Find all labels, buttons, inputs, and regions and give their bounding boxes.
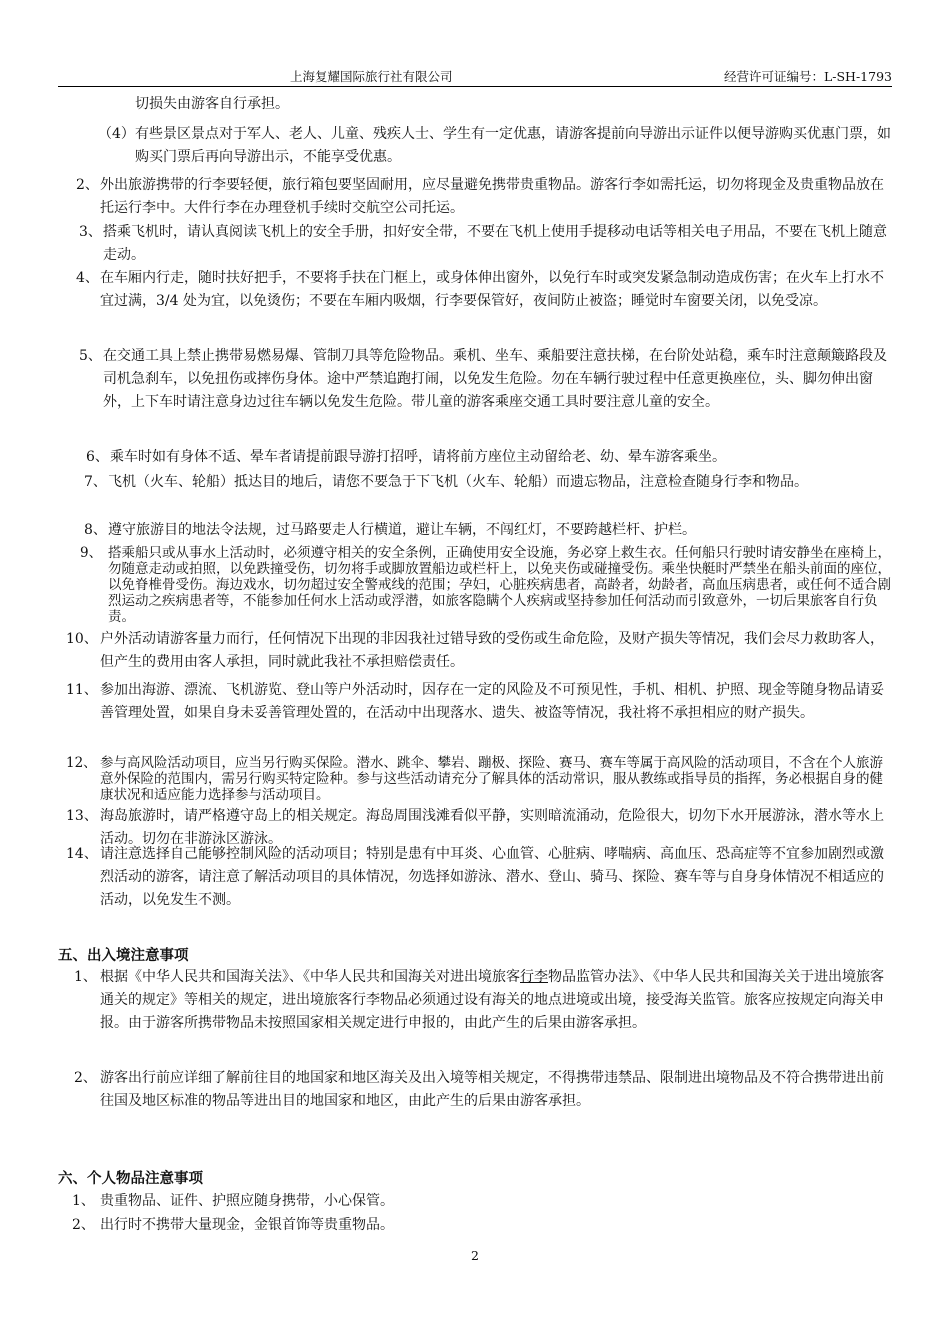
item-number: 2、 <box>72 1217 95 1233</box>
item-number: 2、 <box>76 177 99 193</box>
item-text: 有些景区景点对于军人、老人、儿童、残疾人士、学生有一定优惠，请游客提前向导游出示证件以便导游购买优惠门票，如购买门票后再向导游出示，不能享受优惠。 <box>135 126 891 165</box>
item-number: 10、 <box>66 631 98 647</box>
section-6-item-2: 2、 出行时不携带大量现金，金银首饰等贵重物品。 <box>100 1214 896 1237</box>
item-number: 1、 <box>74 969 97 985</box>
list-item <box>66 843 896 912</box>
company-name: 上海复耀国际旅行社有限公司 <box>290 69 453 84</box>
item-number: 3、 <box>79 224 102 240</box>
item-text: 在车厢内行走，随时扶好把手，不要将手扶在门框上，或身体伸出窗外，以免行车时或突发紧急制动造成伤害；在火车上打水不宜过满，3/4 处为宜，以免烫伤；不要在车厢内吸烟，行李要保管好，夜间防止被盗；睡觉时车窗要关闭，以免受凉。 <box>100 270 884 309</box>
item-text: 参加出海游、漂流、飞机游览、登山等户外活动时，因存在一定的风险及不可预见性，手机、相机、护照、现金等随身物品请妥善管理处置，如果自身未妥善管理处置的，在活动中出现落水、遗失、被盗等情况，我社将不承担相应的财产损失。 <box>100 682 884 721</box>
page-header <box>58 64 892 87</box>
item-text: 飞机（火车、轮船）抵达目的地后，请您不要急于下飞机（火车、轮船）而遗忘物品，注意检查随身行李和物品。 <box>108 474 808 490</box>
list-item <box>79 221 896 267</box>
item-number: 5、 <box>79 348 102 364</box>
item-number: 6、 <box>86 449 109 465</box>
list-item <box>66 679 896 725</box>
list-item <box>66 628 896 674</box>
item-number: 8、 <box>84 522 107 538</box>
section-5-item-2: 2、 游客出行前应详细了解前往目的地国家和地区海关及出入境等相关规定，不得携带违禁品、限制进出境物品及不符合携带进出前往国及地区标准的物品等进出目的地国家和地区，由此产生的后果由游客承担。 <box>100 1067 896 1113</box>
item-text: 搭乘船只或从事水上活动时，必须遵守相关的安全条例，正确使用安全设施，务必穿上救生衣。任何船只行驶时请安静坐在座椅上，勿随意走动或拍照，以免跌撞受伤，切勿将手或脚放置船边或栏杆上，以免夹伤或碰撞受伤。乘坐快艇时严禁坐在船头前面的座位，以免脊椎骨受伤。海边戏水，切勿超过安全警戒线的范围；孕妇，心脏疾病患者，高龄者，幼龄者，高血压病患者，或任何不适合剧烈运动之疾病患者等，不能参加任何水上活动或浮潜，如旅客隐瞒个人疾病或坚持参加任何活动而引致意外，一切后果旅客自行负责。 <box>108 545 891 625</box>
item-text: 在交通工具上禁止携带易燃易爆、管制刀具等危险物品。乘机、坐车、乘船要注意扶梯，在台阶处站稳，乘车时注意颠簸路段及司机急刹车，以免扭伤或摔伤身体。途中严禁追跑打闹，以免发生危险。勿在车辆行驶过程中任意更换座位，头、脚勿伸出窗外，上下车时请注意身边过往车辆以免发生危险。带儿童的游客乘座交通工具时要注意儿童的安全。 <box>103 348 887 410</box>
item-text: 切损失由游客自行承担。 <box>135 96 289 112</box>
list-item <box>98 123 897 169</box>
license-number: 经营许可证编号：L-SH-1793 <box>723 69 892 84</box>
item-number: 1、 <box>72 1193 95 1209</box>
item-text: 户外活动请游客量力而行，任何情况下出现的非因我社过错导致的受伤或生命危险，及财产损失等情况，我们会尽力救助客人，但产生的费用由客人承担，同时就此我社不承担赔偿责任。 <box>100 631 884 670</box>
item-number: 9、 <box>80 545 103 561</box>
item-number: 4、 <box>76 270 99 286</box>
item-number: 7、 <box>84 474 107 490</box>
underlined-text: 行李 <box>520 969 548 985</box>
page-number: 2 <box>471 1248 479 1263</box>
list-item <box>76 174 896 220</box>
item-text: 外出旅游携带的行李要轻便，旅行箱包要坚固耐用，应尽量避免携带贵重物品。游客行李如需托运，切勿将现金及贵重物品放在托运行李中。大件行李在办理登机手续时交航空公司托运。 <box>100 177 884 216</box>
list-item <box>79 345 896 414</box>
list-item <box>86 446 896 469</box>
item-number: 11、 <box>66 682 98 698</box>
item-number: 14、 <box>66 846 98 862</box>
item-text: 乘车时如有身体不适、晕车者请提前跟导游打招呼，请将前方座位主动留给老、幼、晕车游客乘坐。 <box>110 449 726 465</box>
list-item <box>66 755 896 803</box>
section-5-item-1: 1、 根据《中华人民共和国海关法》、《中华人民共和国海关对进出境旅客行李物品监管办法》、《中华人民共和国海关关于进出境旅客通关的规定》等相关的规定，进出境旅客行李物品必须通过设有海关的地点进境或出境，接受海关监管。旅客应按规定向海关申报。由于游客所携带物品未按照国家相关规定进行申报的，由此产生的后果由游客承担。 <box>100 966 896 1035</box>
item-text: 请注意选择自己能够控制风险的活动项目；特别是患有中耳炎、心血管、心脏病、哮喘病、高血压、恐高症等不宜参加剧烈或激烈活动的游客，请注意了解活动项目的具体情况，勿选择如游泳、潜水、登山、骑马、探险、赛车等与自身身体情况不相适应的活动，以免发生不测。 <box>100 846 884 908</box>
list-item <box>84 471 896 494</box>
list-item <box>135 93 875 116</box>
item-text: 遵守旅游目的地法令法规，过马路要走人行横道，避让车辆，不闯红灯，不要跨越栏杆、护栏。 <box>108 522 696 538</box>
item-number: 13、 <box>66 808 98 824</box>
item-text: 海岛旅游时，请严格遵守岛上的相关规定。海岛周围浅滩看似平静，实则暗流涌动，危险很大，切勿下水开展游泳，潜水等水上活动。切勿在非游泳区游泳。 <box>100 808 884 847</box>
item-text: 参与高风险活动项目，应当另行购买保险。潜水、跳伞、攀岩、蹦极、探险、赛马、赛车等属于高风险的活动项目，不含在个人旅游意外保险的范围内，需另行购买特定险种。参与这些活动请充分了解具体的活动常识，服从教练或指导员的指挥，务必根据自身的健康状况和适应能力选择参与活动项目。 <box>100 755 883 803</box>
item-number: 2、 <box>74 1070 97 1086</box>
list-item <box>76 267 896 313</box>
item-text: 搭乘飞机时，请认真阅读飞机上的安全手册，扣好安全带，不要在飞机上使用手提移动电话等相关电子用品，不要在飞机上随意走动。 <box>103 224 887 263</box>
section-6-title: 六、个人物品注意事项 <box>58 1170 203 1187</box>
item-number: 12、 <box>66 755 97 771</box>
section-5-title: 五、出入境注意事项 <box>58 947 189 964</box>
section-6-item-1: 1、 贵重物品、证件、护照应随身携带，小心保管。 <box>100 1190 896 1213</box>
list-item <box>80 545 896 625</box>
item-number: （4） <box>98 126 135 142</box>
list-item <box>84 519 896 542</box>
